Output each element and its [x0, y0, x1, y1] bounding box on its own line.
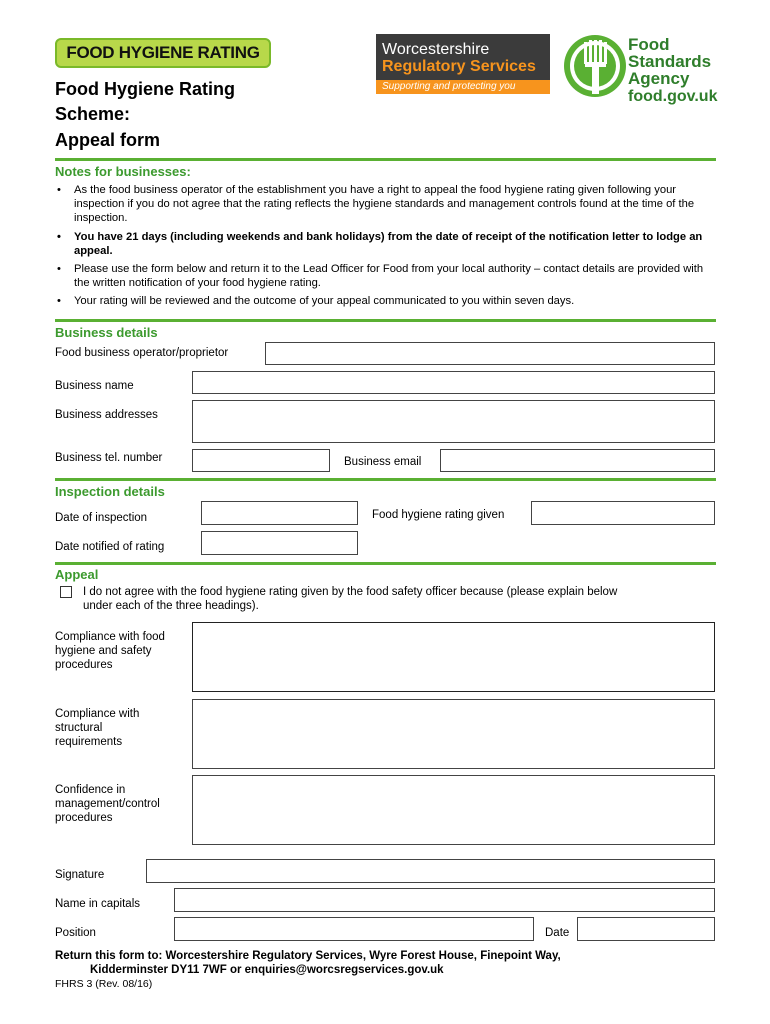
- business-heading: Business details: [55, 325, 158, 340]
- wrs-logo: [376, 34, 550, 94]
- business-name-label: Business name: [55, 380, 134, 392]
- page-title-line3: Appeal form: [55, 130, 161, 150]
- compliance-hygiene-label: [55, 630, 165, 672]
- food-hygiene-rating-badge: [55, 38, 271, 68]
- confidence-line: procedures: [55, 812, 113, 824]
- page-title-line1: Food Hygiene Rating: [55, 79, 235, 99]
- compliance-hygiene-line: procedures: [55, 659, 113, 671]
- divider-business: [55, 319, 716, 322]
- page-title-line2: Scheme:: [55, 104, 131, 124]
- position-input[interactable]: [174, 917, 534, 941]
- signature-input[interactable]: [146, 859, 715, 883]
- business-address-input[interactable]: [192, 400, 715, 443]
- compliance-hygiene-line: Compliance with food: [55, 631, 165, 643]
- badge-text: FOOD HYGIENE RATING: [66, 43, 260, 62]
- fsa-line2: Standards: [628, 52, 712, 71]
- wrs-logo-line1: Worcestershire: [382, 41, 490, 58]
- wrs-logo-tagline: Supporting and protecting you: [382, 81, 516, 92]
- business-email-label: Business email: [344, 456, 422, 468]
- divider-notes: [55, 158, 716, 161]
- business-address-label: Business addresses: [55, 409, 158, 421]
- compliance-hygiene-input[interactable]: [192, 622, 715, 692]
- notes-heading: Notes for businesses:: [55, 164, 191, 179]
- signature-label: Signature: [55, 869, 105, 881]
- confidence-line: Confidence in: [55, 784, 126, 796]
- business-tel-label: Business tel. number: [55, 452, 163, 464]
- compliance-hygiene-line: hygiene and safety: [55, 645, 152, 657]
- business-tel-input[interactable]: [192, 449, 330, 472]
- appeal-statement-line1: I do not agree with the food hygiene rating given by the food safety officer because (please explain below: [83, 586, 618, 598]
- compliance-structural-label: [55, 707, 139, 749]
- inspection-date-input[interactable]: [201, 501, 358, 525]
- return-address-line1: Return this form to: Worcestershire Regulatory Services, Wyre Forest House, Finepoint Way,: [55, 950, 561, 962]
- operator-input[interactable]: [265, 342, 715, 365]
- business-name-input[interactable]: [192, 371, 715, 394]
- fsa-logo-text: [628, 36, 711, 87]
- notes-item: • As the food business operator of the establishment you have a right to appeal the food hygiene rating given following your inspection if you do not agree that the rating reflects the hygiene standards and management controls found at the time of the inspection.: [55, 183, 715, 226]
- name-capitals-input[interactable]: [174, 888, 715, 912]
- notes-list: [55, 183, 715, 313]
- form-code: FHRS 3 (Rev. 08/16): [55, 978, 153, 990]
- wrs-logo-line2: Regulatory Services: [382, 58, 536, 75]
- rating-given-input[interactable]: [531, 501, 715, 525]
- divider-appeal: [55, 562, 716, 565]
- confidence-input[interactable]: [192, 775, 715, 845]
- fsa-line3: Agency: [628, 69, 690, 88]
- confidence-label: [55, 783, 160, 825]
- fsa-url: food.gov.uk: [628, 88, 718, 105]
- return-address-line2: Kidderminster DY11 7WF or enquiries@worcsregservices.gov.uk: [90, 964, 444, 976]
- date-input[interactable]: [577, 917, 715, 941]
- notified-date-label: Date notified of rating: [55, 541, 165, 553]
- disagree-checkbox[interactable]: [60, 586, 72, 598]
- inspection-heading: Inspection details: [55, 484, 165, 499]
- position-label: Position: [55, 927, 96, 939]
- confidence-line: management/control: [55, 798, 160, 810]
- operator-label: Food business operator/proprietor: [55, 347, 229, 359]
- business-email-input[interactable]: [440, 449, 715, 472]
- appeal-statement-line2: under each of the three headings).: [83, 600, 259, 612]
- date-label: Date: [545, 927, 570, 939]
- compliance-structural-line: Compliance with: [55, 708, 140, 720]
- notes-item: • Your rating will be reviewed and the outcome of your appeal communicated to you within seven days.: [55, 294, 715, 308]
- inspection-date-label: Date of inspection: [55, 512, 148, 524]
- notes-item: • Please use the form below and return it to the Lead Officer for Food from your local authority – contact details are provided with the written notification of your food hygiene rating.: [55, 262, 715, 290]
- divider-inspection: [55, 478, 716, 481]
- compliance-structural-line: requirements: [55, 736, 123, 748]
- rating-given-label: Food hygiene rating given: [372, 509, 505, 521]
- compliance-structural-line: structural: [55, 722, 103, 734]
- notified-date-input[interactable]: [201, 531, 358, 555]
- fsa-fork-icon: [563, 34, 627, 98]
- compliance-structural-input[interactable]: [192, 699, 715, 769]
- fsa-line1: Food: [628, 35, 670, 54]
- notes-item: • You have 21 days (including weekends and bank holidays) from the date of receipt of the notification letter to lodge an appeal.: [55, 230, 715, 258]
- name-capitals-label: Name in capitals: [55, 898, 141, 910]
- appeal-heading: Appeal: [55, 567, 99, 582]
